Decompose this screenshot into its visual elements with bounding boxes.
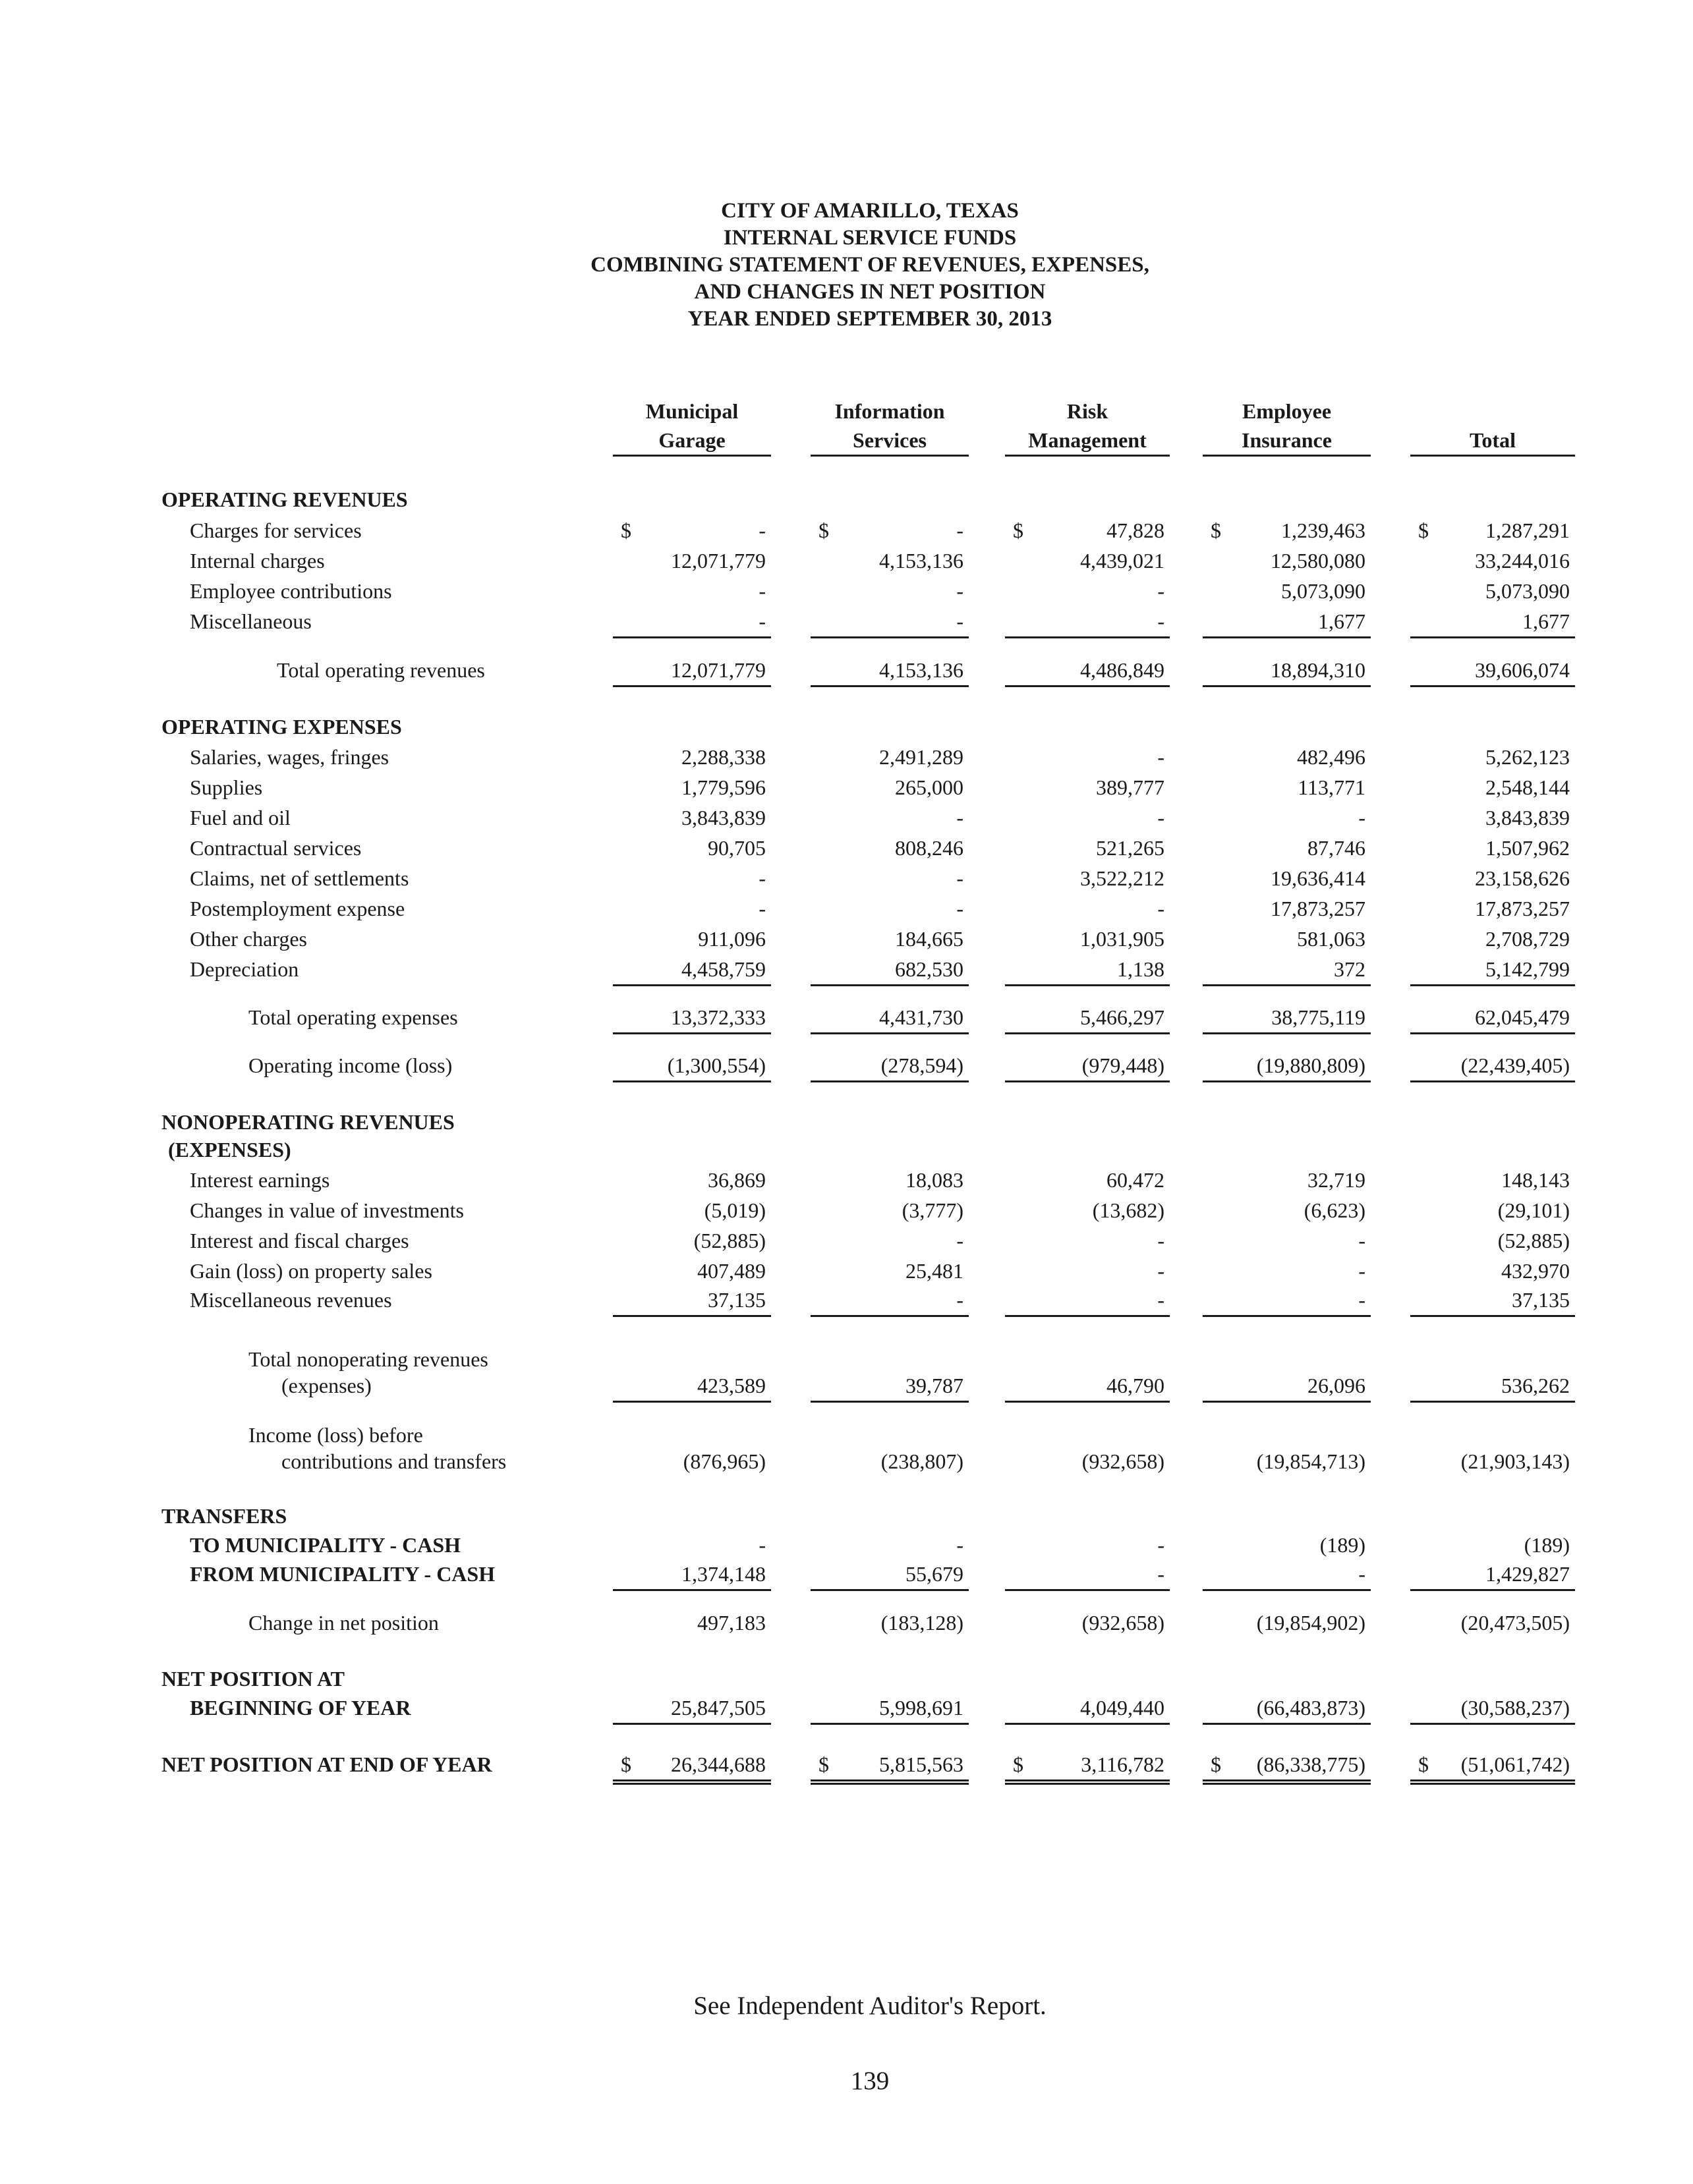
table-row-net-position-beginning: BEGINNING OF YEAR 25,847,505 5,998,691 4,049,440 (66,483,873) (30,588,237) xyxy=(0,1693,1693,1723)
table-row-salaries: Salaries, wages, fringes 2,288,338 2,491,289 - 482,496 5,262,123 xyxy=(190,745,1570,769)
column-header-municipal-garage: Municipal Garage xyxy=(613,397,771,457)
table-row-total-operating-expenses: Total operating expenses 13,372,333 4,431,730 5,466,297 38,775,119 62,045,479 xyxy=(0,1002,1693,1032)
table-row-from-municipality: FROM MUNICIPALITY - CASH 1,374,148 55,679 - - 1,429,827 xyxy=(0,1559,1693,1589)
table-row-total-operating-revenues: Total operating revenues 12,071,779 4,153,136 4,486,849 18,894,310 39,606,074 xyxy=(0,655,1693,685)
section-header-operating-expenses: OPERATING EXPENSES xyxy=(161,715,402,739)
title-line-period: YEAR ENDED SEPTEMBER 30, 2013 xyxy=(687,307,1052,331)
table-row-fuel-and-oil: Fuel and oil 3,843,839 - - - 3,843,839 xyxy=(190,806,1570,829)
table-row-depreciation: Depreciation 4,458,759 682,530 1,138 372 5,142,799 xyxy=(0,954,1693,984)
column-header-total: Total xyxy=(1410,397,1575,457)
table-row-total-nonoperating: (expenses) 423,589 39,787 46,790 26,096 536,262 xyxy=(0,1370,1693,1401)
title-line-fund-type: INTERNAL SERVICE FUNDS xyxy=(723,226,1017,250)
table-row-interest-earnings: Interest earnings 36,869 18,083 60,472 32,719 148,143 xyxy=(190,1168,1570,1192)
table-row-changes-in-value: Changes in value of investments (5,019) (3,777) (13,682) (6,623) (29,101) xyxy=(190,1198,1570,1222)
section-header-nonoperating: NONOPERATING REVENUES xyxy=(161,1110,455,1134)
table-row-contractual-services: Contractual services 90,705 808,246 521,265 87,746 1,507,962 xyxy=(190,836,1570,860)
table-row-miscellaneous-revenues: Miscellaneous revenues 37,135 - - - 37,135 xyxy=(0,1285,1693,1315)
table-row-total-nonoperating-label: Total nonoperating revenues xyxy=(248,1347,488,1371)
table-row-claims: Claims, net of settlements - - 3,522,212 19,636,414 23,158,626 xyxy=(190,866,1570,890)
table-row-income-before-label: Income (loss) before xyxy=(248,1423,423,1447)
table-row-gain-loss-property-sales: Gain (loss) on property sales 407,489 25,481 - - 432,970 xyxy=(190,1259,1570,1283)
column-header-risk-management: Risk Management xyxy=(1005,397,1170,457)
table-row-internal-charges: Internal charges 12,071,779 4,153,136 4,439,021 12,580,080 33,244,016 xyxy=(190,549,1570,573)
table-row-change-in-net-position: Change in net position 497,183 (183,128) (932,658) (19,854,902) (20,473,505) xyxy=(248,1611,1570,1635)
table-row-operating-income-loss: Operating income (loss) (1,300,554) (278,594) (979,448) (19,880,809) (22,439,405) xyxy=(0,1050,1693,1080)
table-row-other-charges: Other charges 911,096 184,665 1,031,905 581,063 2,708,729 xyxy=(190,927,1570,951)
section-header-nonoperating-expenses: (EXPENSES) xyxy=(168,1138,291,1162)
statement-title xyxy=(0,198,1693,333)
table-row-income-before-contributions: contributions and transfers (876,965) (238,807) (932,658) (19,854,713) (21,903,143) xyxy=(281,1449,1570,1473)
title-line-statement: COMBINING STATEMENT OF REVENUES, EXPENSES, xyxy=(590,253,1149,277)
column-header-information-services: Information Services xyxy=(811,397,969,457)
page-number: 139 xyxy=(850,2067,890,2095)
table-row-net-position-end: NET POSITION AT END OF YEAR $ 26,344,688 $ 5,815,563 $ 3,116,782 $ (86,338,775) $ (51,061,742) xyxy=(0,1749,1693,1779)
table-row-supplies: Supplies 1,779,596 265,000 389,777 113,771 2,548,144 xyxy=(190,775,1570,799)
table-row-miscellaneous: Miscellaneous - - - 1,677 1,677 xyxy=(0,606,1693,636)
section-header-net-position-at: NET POSITION AT xyxy=(161,1667,345,1691)
title-line-statement-cont: AND CHANGES IN NET POSITION xyxy=(694,280,1046,304)
title-line-city: CITY OF AMARILLO, TEXAS xyxy=(721,199,1019,223)
table-row-employee-contributions: Employee contributions - - - 5,073,090 5,073,090 xyxy=(190,579,1570,603)
table-row-postemployment-expense: Postemployment expense - - - 17,873,257 17,873,257 xyxy=(190,897,1570,920)
section-header-transfers: TRANSFERS xyxy=(161,1504,287,1528)
table-row-to-municipality: TO MUNICIPALITY - CASH - - - (189) (189) xyxy=(190,1533,1570,1557)
column-header-employee-insurance: Employee Insurance xyxy=(1203,397,1371,457)
auditor-report-note: See Independent Auditor's Report. xyxy=(693,1992,1047,2020)
table-row-charges-for-services: Charges for services $ - $ - $ 47,828 $ 1,239,463 $ 1,287,291 xyxy=(190,518,1570,542)
table-row-interest-and-fiscal-charges: Interest and fiscal charges (52,885) - - - (52,885) xyxy=(190,1229,1570,1252)
section-header-operating-revenues: OPERATING REVENUES xyxy=(161,488,408,511)
